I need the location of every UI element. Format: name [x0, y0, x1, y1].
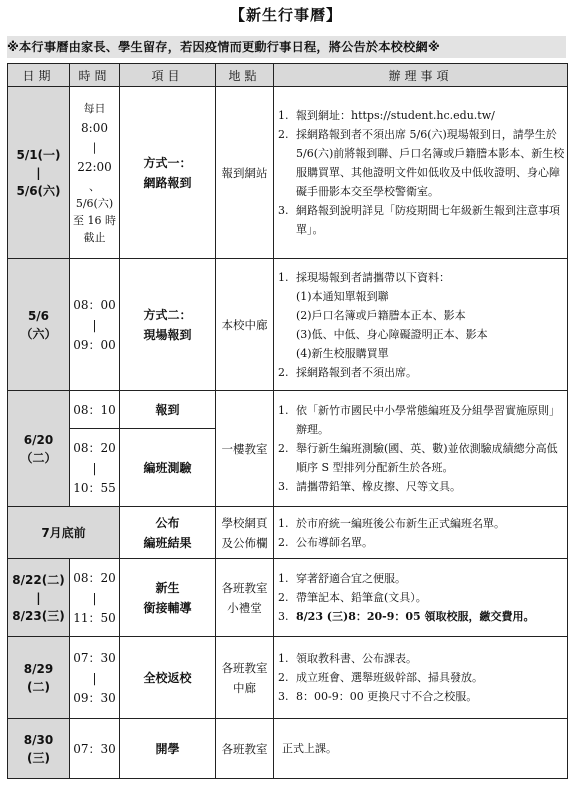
- desc-list: [276, 401, 565, 496]
- desc-item: [276, 106, 565, 125]
- time-line: |: [92, 670, 97, 685]
- item-cell: 編班測驗: [120, 429, 216, 507]
- date-cell: [8, 719, 70, 779]
- item-line: 新生: [155, 580, 180, 595]
- item-line: 編班結果: [143, 535, 192, 550]
- desc-cell: [274, 507, 568, 559]
- date-line: (二): [27, 679, 50, 694]
- desc-text: 網路報到說明詳見「防疫期間七年級新生報到注意事項單」。: [296, 204, 560, 236]
- desc-item: [276, 588, 565, 607]
- desc-num: 2.: [278, 128, 289, 141]
- header-date: 日期: [8, 64, 70, 87]
- desc-item: [276, 439, 565, 477]
- desc-num: 3.: [278, 610, 289, 623]
- item-line: 網路報到: [143, 175, 192, 190]
- place-cell: 各班教室: [216, 719, 274, 779]
- desc-num: 2.: [278, 671, 289, 684]
- time-cell: 08：10: [70, 391, 120, 429]
- item-cell: [120, 507, 216, 559]
- desc-text: 採現場報到者請攜帶以下資料：: [296, 270, 450, 284]
- desc-item: [276, 268, 565, 363]
- place-cell: [216, 637, 274, 719]
- date-separator: |: [36, 165, 41, 180]
- desc-num: 1.: [278, 109, 289, 122]
- desc-subitem: (4)新生校服購買單: [296, 346, 389, 360]
- date-end: 5/6(六): [16, 183, 61, 198]
- date-start: 5/1(一): [16, 147, 61, 162]
- desc-item: [276, 401, 565, 439]
- item-cell: [120, 259, 216, 391]
- place-cell: 一樓教室: [216, 391, 274, 507]
- desc-num: 2.: [278, 442, 289, 455]
- desc-text: 成立班會、選舉班級幹部、掃具發放。: [296, 671, 483, 684]
- date-cell: [8, 391, 70, 507]
- date-line: 6/20: [23, 432, 54, 447]
- desc-text: 舉行新生編班測驗(國、英、數)並依測驗成績總分高低順序 S 型排列分配新生於各班。: [296, 442, 558, 474]
- desc-list: [276, 649, 565, 706]
- desc-item: [276, 668, 565, 687]
- time-cell: [70, 637, 120, 719]
- desc-item: [276, 569, 565, 588]
- item-line: 方式一：: [143, 155, 192, 170]
- desc-item: [276, 125, 565, 201]
- table-row-checkin: [8, 391, 568, 429]
- time-line: 22:00: [77, 159, 112, 174]
- time-line: 07：30: [73, 650, 116, 665]
- time-line: |: [92, 317, 97, 332]
- date-line: （六）: [20, 326, 57, 341]
- item-cell: [120, 559, 216, 637]
- time-line: 每日: [83, 101, 106, 115]
- time-line: 08：00: [73, 297, 116, 312]
- table-row-online-registration: [8, 87, 568, 259]
- time-cell: [70, 559, 120, 637]
- desc-item: [276, 533, 565, 552]
- desc-subitem: (2)戶口名簿或戶籍謄本正本、影本: [296, 308, 466, 322]
- desc-subitem: (1)本通知單報到聯: [296, 289, 389, 303]
- date-cell: [8, 637, 70, 719]
- desc-text: 依「新竹市國民中小學常態編班及分組學習實施原則」辦理。: [296, 404, 560, 436]
- schedule-table: [7, 63, 568, 779]
- desc-num: 1.: [278, 270, 289, 284]
- desc-item: [276, 607, 565, 626]
- desc-text: 採網路報到者不須出席 5/6(六)現場報到日，請學生於 5/6(六)前將報到聯、戶口名簿或戶籍謄本影本、新生校服購買單、其他證明文件如低收及中低收證明、身心障礙手冊影本交至學校警衛室。: [296, 128, 565, 198]
- time-line: 11：50: [73, 610, 116, 625]
- desc-text: 採網路報到者不須出席。: [296, 365, 417, 379]
- item-cell: 報到: [120, 391, 216, 429]
- time-cell: [70, 429, 120, 507]
- time-line: |: [92, 460, 97, 475]
- time-line: 08：20: [73, 440, 116, 455]
- desc-num: 2.: [278, 365, 289, 379]
- page-title: 【新生行事曆】: [229, 6, 342, 24]
- time-line: 09：00: [73, 337, 116, 352]
- place-cell: [216, 559, 274, 637]
- time-line: 、: [89, 179, 100, 193]
- time-line: 10：55: [73, 480, 116, 495]
- desc-num: 1.: [278, 652, 289, 665]
- date-line: 8/23(三): [12, 608, 65, 623]
- desc-text: 領取教科書、公布課表。: [296, 652, 417, 665]
- header-desc: 辦理事項: [274, 64, 568, 87]
- desc-item: [276, 477, 565, 496]
- item-cell: 開學: [120, 719, 216, 779]
- header-item: 項目: [120, 64, 216, 87]
- desc-cell: [274, 391, 568, 507]
- desc-item: [276, 363, 565, 382]
- time-line: 09：30: [73, 690, 116, 705]
- desc-num: 1.: [278, 516, 289, 530]
- desc-text: 正式上課。: [282, 742, 337, 755]
- desc-text: 穿著舒適合宜之便服。: [296, 572, 406, 585]
- date-cell: 7月底前: [8, 507, 120, 559]
- date-line: |: [36, 590, 41, 605]
- time-line: 8:00: [81, 120, 108, 135]
- place-line: 學校網頁: [221, 515, 268, 530]
- desc-num: 2.: [278, 591, 289, 604]
- time-cell: 07：30: [70, 719, 120, 779]
- desc-num: 1.: [278, 404, 289, 417]
- place-line: 中廊: [233, 680, 256, 695]
- date-line: 5/6: [27, 308, 50, 323]
- place-cell: 報到網站: [216, 87, 274, 259]
- header-time: 時間: [70, 64, 120, 87]
- desc-cell: [274, 719, 568, 779]
- desc-num: 3.: [278, 690, 289, 703]
- item-cell: 全校返校: [120, 637, 216, 719]
- desc-text: 公布導師名單。: [296, 535, 373, 549]
- date-line: 8/30: [23, 732, 54, 747]
- desc-list: [276, 569, 565, 626]
- date-line: 8/29: [23, 661, 54, 676]
- place-cell: [216, 507, 274, 559]
- date-cell: [8, 559, 70, 637]
- time-line: |: [92, 140, 97, 154]
- desc-subitem: (3)低、中低、身心障礙證明正本、影本: [296, 327, 488, 341]
- table-row-school-start: [8, 719, 568, 779]
- desc-list: [276, 268, 565, 382]
- desc-text: 於市府統一編班後公布新生正式編班名單。: [296, 516, 505, 530]
- date-line: 8/22(二): [12, 572, 65, 587]
- desc-item: [276, 514, 565, 533]
- place-line: 小禮堂: [227, 600, 262, 615]
- desc-list: [276, 106, 565, 239]
- desc-text: 請攜帶鉛筆、橡皮擦、尺等文具。: [296, 480, 461, 493]
- desc-text: 帶筆記本、鉛筆盒(文具）。: [296, 591, 427, 604]
- desc-text: 報到網址：https://student.hc.edu.tw/: [296, 109, 495, 122]
- desc-text: 8：00-9：00 更換尺寸不合之校服。: [296, 690, 478, 703]
- date-cell: [8, 87, 70, 259]
- place-line: 及公佈欄: [221, 535, 268, 550]
- item-line: 方式二：: [143, 307, 192, 322]
- table-row-return: [8, 637, 568, 719]
- desc-text: 8/23 (三)8：20-9：05 領取校服，繳交費用。: [296, 610, 535, 623]
- date-line: (三): [27, 750, 50, 765]
- time-line: 至 16 時: [73, 213, 116, 227]
- desc-num: 2.: [278, 535, 289, 549]
- item-line: 公布: [155, 515, 180, 530]
- place-line: 各班教室: [221, 580, 268, 595]
- notice-banner: ※本行事曆由家長、學生留存，若因疫情而更動行事日程，將公告於本校校網※: [7, 36, 566, 58]
- desc-num: 3.: [278, 480, 289, 493]
- time-line: 08：20: [73, 570, 116, 585]
- place-line: 各班教室: [221, 660, 268, 675]
- time-line: |: [92, 590, 97, 605]
- date-cell: [8, 259, 70, 391]
- desc-num: 1.: [278, 572, 289, 585]
- desc-item: [276, 649, 565, 668]
- desc-list: [276, 514, 565, 552]
- header-place: 地點: [216, 64, 274, 87]
- desc-cell: [274, 259, 568, 391]
- table-row-onsite-registration: [8, 259, 568, 391]
- desc-item: [276, 687, 565, 706]
- desc-num: 3.: [278, 204, 289, 217]
- table-row-bridge: [8, 559, 568, 637]
- desc-cell: [274, 87, 568, 259]
- time-cell: [70, 87, 120, 259]
- item-line: 銜接輔導: [143, 600, 192, 615]
- time-cell: [70, 259, 120, 391]
- table-row-announce: [8, 507, 568, 559]
- desc-item: [276, 201, 565, 239]
- date-line: （二）: [20, 450, 57, 465]
- desc-cell: [274, 559, 568, 637]
- item-line: 現場報到: [143, 327, 192, 342]
- time-line: 5/6(六): [75, 196, 114, 210]
- item-cell: [120, 87, 216, 259]
- table-header-row: [8, 64, 568, 87]
- place-cell: 本校中廊: [216, 259, 274, 391]
- time-line: 截止: [83, 230, 106, 244]
- desc-cell: [274, 637, 568, 719]
